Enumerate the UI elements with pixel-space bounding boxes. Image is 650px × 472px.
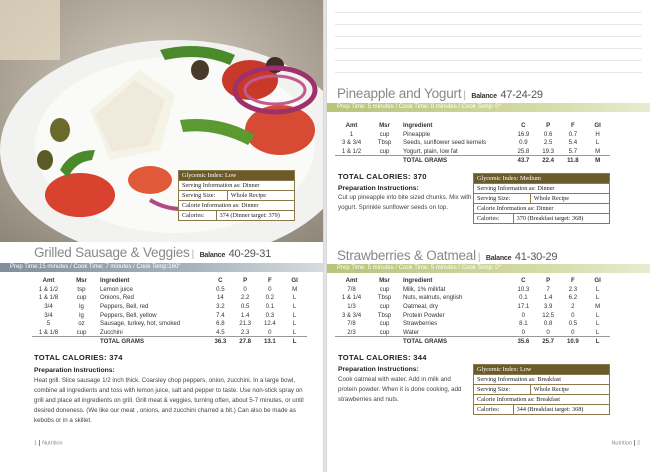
table-cell: cup (76, 328, 87, 336)
balance-value: 41-30-29 (514, 251, 558, 263)
table-cell: 35.6 (511, 337, 536, 346)
table-cell: 14 (216, 294, 224, 302)
table-cell: 0.9 (519, 139, 528, 147)
column-header: GI (291, 277, 298, 284)
table-cell: M (292, 285, 298, 293)
balance-value: 40-29-31 (228, 248, 272, 260)
table-cell (32, 337, 65, 346)
table-cell: 1.4 (543, 294, 553, 302)
table-row (335, 311, 610, 320)
table-cell: 5.4 (568, 139, 578, 147)
serving-info-row (474, 183, 609, 193)
table-cell: 0 (521, 328, 526, 336)
table-cell: 0.8 (543, 320, 553, 328)
breakfast-info-box (473, 364, 610, 415)
table-cell: 7 (546, 285, 550, 293)
table-cell: 0.7 (568, 130, 578, 138)
serving-info-text: Serving Information as: Dinner (477, 185, 555, 192)
column-header: Ingredient (403, 122, 433, 129)
table-cell: 7/8 (347, 285, 356, 293)
table-cell: L (595, 285, 600, 293)
column-header: P (546, 122, 551, 129)
column-header: P (546, 277, 551, 284)
column-header: Amt (345, 277, 358, 284)
total-row (335, 156, 610, 165)
table-cell: L (595, 294, 600, 302)
serving-size-label: Serving Size: (477, 386, 511, 393)
table-cell: 1/3 (347, 302, 356, 310)
table-cell: 1 & 1/8 (38, 294, 59, 302)
table-cell: 0 (546, 328, 550, 336)
section-name: Nutrition (42, 440, 63, 447)
table-row (32, 285, 307, 294)
table-cell: Yogurt, plain, low fat (403, 147, 458, 155)
calories-label: Calories: (477, 406, 500, 413)
table-header-row (335, 121, 610, 130)
table-cell: 1 & 1/8 (38, 328, 59, 336)
table-cell: 13.1 (258, 337, 283, 346)
table-cell: 7/8 (347, 320, 356, 328)
recipe-title-strawberries-oatmeal: Strawberries & Oatmeal | Balance 41-30-29 (337, 248, 558, 263)
table-cell: Nuts, walnuts, english (403, 294, 463, 302)
table-cell: 27.8 (233, 337, 258, 346)
table-cell: M (585, 156, 610, 165)
table-cell: TOTAL GRAMS (98, 337, 208, 346)
table-cell: cup (379, 302, 390, 310)
column-header: C (521, 122, 526, 129)
table-cell: 0 (268, 285, 272, 293)
serving-size-row (179, 190, 294, 200)
prep-time-bar: Prep Time: 5 minutes / Cook Time: 0 minutes / Cook Temp: 0° (327, 103, 650, 112)
table-cell: Pineapple (403, 130, 431, 138)
calorie-info-text: Calorie Information as: Breakfast (477, 396, 560, 403)
calories-row (474, 213, 609, 223)
table-cell: Onions, Red (100, 294, 134, 302)
prep-instructions-heading: Preparation Instructions: (34, 367, 115, 374)
table-cell: cup (379, 147, 390, 155)
table-cell: oz (78, 320, 85, 328)
balance-label: Balance (199, 252, 226, 259)
glycemic-index-header: Glycemic Index: Low (179, 171, 294, 180)
table-row (335, 285, 610, 294)
prep-instructions-text: Cook oatmeal with water. Add in milk and protein powder. When it is done cooking, add strawberries and nuts. (338, 376, 462, 403)
prep-instructions-heading: Preparation Instructions: (338, 185, 419, 192)
table-cell: 2.3 (568, 285, 578, 293)
table-cell: L (595, 311, 600, 319)
table-cell: lg (79, 302, 84, 310)
table-cell: Strawberries (403, 320, 438, 328)
table-cell: 6.8 (216, 320, 225, 328)
table-row (335, 139, 610, 148)
table-row (32, 294, 307, 303)
table-cell: 3.9 (543, 302, 553, 310)
prep-time-bar: Prep Time: 5 minutes / Cook Time: 5 minutes / Cook Temp: 0° (327, 264, 650, 273)
table-cell: 12.4 (263, 320, 276, 328)
table-cell: L (595, 328, 600, 336)
table-cell: Oatmeal, dry (403, 302, 438, 310)
page-number: 2 (636, 440, 640, 447)
ingredient-table (32, 276, 307, 345)
recipe-title-text: Grilled Sausage & Veggies (34, 245, 190, 260)
table-cell: 4.5 (216, 328, 225, 336)
table-cell: 22.4 (536, 156, 561, 165)
table-cell: L (595, 139, 600, 147)
table-cell: 8.1 (519, 320, 528, 328)
table-cell: 25.7 (536, 337, 561, 346)
left-footer (34, 440, 63, 446)
column-header: F (571, 277, 575, 284)
glycemic-index-header: Glycemic Index: Low (474, 365, 609, 374)
prep-time-bar: Prep Time:15 minutes / Cook Time: 7 minutes / Cook Temp:160° (0, 263, 323, 272)
table-cell: 2.2 (240, 294, 250, 302)
balance-value: 47-24-29 (500, 89, 543, 101)
calorie-info-text: Calorie Information as: Dinner (182, 202, 259, 209)
table-cell: lg (79, 311, 84, 319)
table-cell: 0 (243, 285, 247, 293)
dinner-info-box (178, 170, 295, 221)
table-cell: 36.3 (208, 337, 233, 346)
table-cell: 21.3 (239, 320, 252, 328)
prep-instructions-heading: Preparation Instructions: (338, 366, 419, 373)
table-cell: 10.3 (517, 285, 530, 293)
column-header: Amt (345, 122, 358, 129)
salad-photo (0, 0, 323, 242)
table-cell: 12.5 (542, 311, 555, 319)
table-cell: Protein Powder (403, 311, 445, 319)
table-cell: cup (379, 130, 390, 138)
table-cell: Lemon juice (100, 285, 133, 293)
table-cell: 0 (268, 328, 272, 336)
table-cell: tsp (77, 285, 86, 293)
column-header: Msr (76, 277, 87, 284)
table-cell: L (585, 337, 610, 346)
table-row (335, 130, 610, 139)
serving-size-value: Whole Recipe (227, 191, 266, 200)
right-footer (611, 440, 640, 446)
table-cell: cup (379, 285, 390, 293)
table-cell: L (292, 328, 297, 336)
table-cell: cup (379, 320, 390, 328)
table-cell: 0.5 (568, 320, 578, 328)
table-cell: 3/4 (44, 302, 53, 310)
prep-instructions-text: Heat grill. Slice sausage 1/2 inch thick. Coarsley chop peppers, onion, zucchini. In a large bowl, combine all ingredients and toss with lemon juice, salt and pepper to taste. Use non-stick spray on grill and place all ingredients on grill. Grill meat & veggies, turning often, about 5-7 minutes, or until desired doneness. (We like our meat , onions, and zucchini charred a bit.) Can also be made as kebobs or in a skillet. (34, 377, 304, 424)
serving-info-text: Serving Information as: Breakfast (477, 376, 562, 383)
table-row (32, 328, 307, 337)
table-cell: 16.9 (517, 130, 530, 138)
table-cell: 1 & 1/2 (341, 147, 362, 155)
table-cell (368, 156, 401, 165)
table-cell: L (292, 320, 297, 328)
column-header: GI (594, 122, 601, 129)
table-cell: L (595, 320, 600, 328)
calorie-info-text: Calorie Information as: Dinner (477, 205, 554, 212)
table-cell: 1 & 1/2 (38, 285, 59, 293)
total-calories: TOTAL CALORIES: 370 (338, 172, 427, 181)
table-cell: L (292, 302, 297, 310)
column-header: Ingredient (100, 277, 130, 284)
calories-value: 344 (Breakfast target: 368) (513, 405, 584, 414)
table-cell: 2/3 (347, 328, 356, 336)
table-cell: 1.4 (240, 311, 250, 319)
page-number: 1 (34, 440, 38, 447)
ingredient-table (335, 276, 610, 345)
table-cell: 17.1 (517, 302, 530, 310)
recipe-title-text: Strawberries & Oatmeal (337, 248, 476, 263)
recipe-title-text: Pineapple and Yogurt (337, 86, 462, 101)
serving-size-value: Whole Recipe (530, 194, 569, 203)
table-cell: 2 (571, 302, 575, 310)
table-cell: 43.7 (511, 156, 536, 165)
table-cell: 0.1 (265, 302, 275, 310)
table-cell: TOTAL GRAMS (401, 337, 511, 346)
table-cell: M (595, 302, 601, 310)
table-cell: M (595, 147, 601, 155)
table-row (32, 302, 307, 311)
table-cell: Peppers, Bell, red (100, 302, 149, 310)
table-cell: Milk, 1% milkfat (403, 285, 446, 293)
table-cell: cup (76, 294, 87, 302)
table-cell: 2.5 (543, 139, 553, 147)
table-cell: 0.5 (240, 302, 250, 310)
table-cell (335, 156, 368, 165)
ruled-lines (327, 0, 650, 90)
table-cell: 5 (46, 320, 51, 328)
total-row (335, 337, 610, 346)
column-header: Amt (42, 277, 55, 284)
table-cell: Peppers, Bell, yellow (100, 311, 157, 319)
table-row (335, 302, 610, 311)
column-header: P (243, 277, 248, 284)
table-cell: cup (379, 328, 390, 336)
table-cell: 0 (571, 311, 575, 319)
serving-info-row (474, 374, 609, 384)
column-header: Msr (379, 277, 390, 284)
table-row (335, 319, 610, 328)
table-row (335, 294, 610, 303)
recipe-title-grilled-sausage: Grilled Sausage & Veggies | Balance 40-29-31 (34, 245, 272, 260)
table-cell: 1 (349, 130, 354, 138)
table-header-row (32, 276, 307, 285)
table-cell: 0 (571, 328, 575, 336)
table-cell: 0 (521, 311, 526, 319)
table-cell: 11.8 (561, 156, 586, 165)
serving-info-text: Serving Information as: Dinner (182, 182, 260, 189)
table-cell: Tbsp (377, 311, 392, 319)
column-header: Ingredient (403, 277, 433, 284)
table-cell: Tbsp (377, 139, 392, 147)
table-cell: 10.9 (561, 337, 586, 346)
table-cell: 2.3 (240, 328, 250, 336)
table-cell: Zucchini (100, 328, 123, 336)
table-cell: 19.3 (542, 147, 555, 155)
table-cell: L (292, 311, 297, 319)
left-page (0, 0, 323, 472)
column-header: Msr (379, 122, 390, 129)
table-cell: L (282, 337, 307, 346)
calories-row (474, 404, 609, 414)
serving-size-value: Whole Recipe (530, 385, 569, 394)
breakfast-info-box (473, 173, 610, 224)
table-cell: 0.1 (519, 294, 528, 302)
calories-value: 370 (Breakfast target: 368) (513, 214, 584, 223)
calories-value: 374 (Dinner target: 379) (216, 211, 280, 220)
table-cell: 0.2 (265, 294, 275, 302)
table-cell: Seeds, sunflower seed kernels (403, 139, 486, 147)
serving-size-label: Serving Size: (477, 195, 511, 202)
total-calories: TOTAL CALORIES: 374 (34, 353, 123, 362)
recipe-title-pineapple-yogurt: Pineapple and Yogurt | Balance 47-24-29 (337, 86, 543, 101)
serving-size-label: Serving Size: (182, 192, 216, 199)
calories-label: Calories: (477, 215, 500, 222)
table-cell: 3/4 (44, 311, 53, 319)
table-cell (368, 337, 401, 346)
total-calories: TOTAL CALORIES: 344 (338, 353, 427, 362)
table-cell: 3.2 (216, 302, 225, 310)
table-cell: 3 & 3/4 (341, 139, 362, 147)
table-row (32, 319, 307, 328)
column-header: F (571, 122, 575, 129)
table-cell: 6.2 (568, 294, 578, 302)
calorie-info-row (179, 200, 294, 210)
table-header-row (335, 276, 610, 285)
balance-label: Balance (485, 255, 512, 262)
column-header: F (268, 277, 272, 284)
total-row (32, 337, 307, 346)
column-header: C (521, 277, 526, 284)
table-cell: Water (403, 328, 420, 336)
table-cell: 7.4 (216, 311, 225, 319)
table-cell (65, 337, 98, 346)
table-cell: Sausage, turkey, hot, smoked (100, 320, 181, 328)
table-cell: TOTAL GRAMS (401, 156, 511, 165)
column-header: C (218, 277, 223, 284)
right-page (327, 0, 650, 472)
calorie-info-row (474, 203, 609, 213)
table-cell: H (595, 130, 600, 138)
table-cell: 0.3 (265, 311, 275, 319)
balance-label: Balance (471, 93, 497, 100)
table-cell: L (292, 294, 297, 302)
table-cell: Tbsp (377, 294, 392, 302)
calories-row (179, 210, 294, 220)
table-cell: 25.8 (517, 147, 530, 155)
table-cell (335, 337, 368, 346)
table-cell: 0.6 (543, 130, 553, 138)
table-row (335, 147, 610, 156)
table-cell: 3 & 3/4 (341, 311, 362, 319)
calories-label: Calories: (182, 212, 205, 219)
table-row (32, 311, 307, 320)
glycemic-index-header: Glycemic Index: Medium (474, 174, 609, 183)
section-name: Nutrition (611, 440, 632, 447)
table-cell: 0.5 (216, 285, 225, 293)
table-cell: 5.7 (568, 147, 578, 155)
serving-info-row (179, 180, 294, 190)
table-row (335, 328, 610, 337)
column-header: GI (594, 277, 601, 284)
ingredient-table (335, 121, 610, 164)
serving-size-row (474, 384, 609, 394)
table-cell: 1 & 1/4 (341, 294, 362, 302)
prep-instructions-text: Cut up pineapple into bite sized chunks. Mix with yogurt. Sprinkle sunflower seeds on top. (338, 194, 472, 211)
calorie-info-row (474, 394, 609, 404)
serving-size-row (474, 193, 609, 203)
